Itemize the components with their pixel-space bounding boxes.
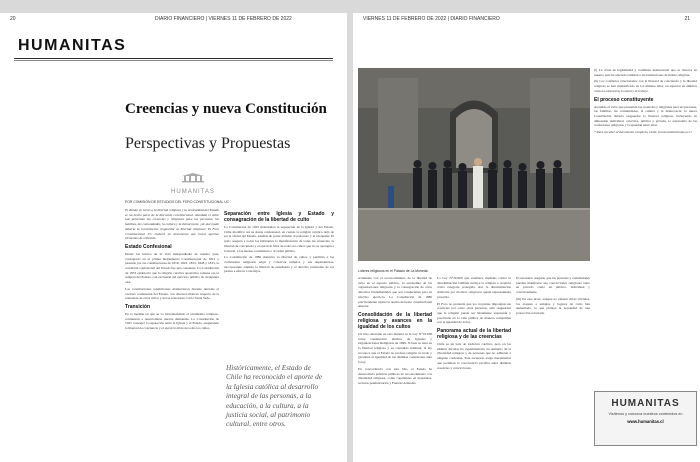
ad-url-link[interactable]: www.humanitas.cl	[627, 419, 664, 424]
running-head: DIARIO FINANCIERO | VIERNES 11 DE FEBRERO DE 2022	[155, 16, 292, 22]
paragraph: Las constituciones republicanas mantuvieron durante décadas el carácter confesional del Estado, con diversos matices respecto de la tolerancia de otros cultos y de las relaciones con la Santa Sede.	[125, 286, 219, 301]
paragraph: Es necesario asegurar que las personas y comunidades puedan manifestar sus convicciones religiosas tanto en privado como en público, individual y colectivamente.	[516, 276, 590, 295]
paragraph: En concordancia con este hito, el Estado ha desarrollado políticas públicas de reconocimiento a la diversidad religiosa, como capellanías en hospitales, recintos penitenciarios y Fuerzas Armadas.	[358, 366, 432, 385]
paragraph: Chile es un país de tradición católica, pero en las últimas décadas ha experimentado un aumento de la diversidad religiosa y de personas que no adhieren a ninguna confesión. Este escenario exige mecanismos que permitan la convivencia pacífica entre distintas creencias y convicciones.	[437, 342, 511, 370]
right-column-4	[594, 68, 697, 386]
lead-paragraph: El debate en torno a la libertad religiosa y la neutralidad del Estado se ha hecho parte de la discusión constitucional. Atendida el valor que presentan las creencias y religiones para las personas, las familias, las comunidades, la cultura y la democracia, ¿de qué modo debería la Constitución resguardar la libertad religiosa? El Foro Constitucional UC elaboró un documento que busca aportar elementos de reflexión.	[125, 208, 219, 241]
list-item: (ii) Los conflictos relacionados con la libertad de conciencia y la libertad religiosa se han intensificado en los últimos años, en especial en ámbitos como la educación, la salud y el trabajo.	[594, 79, 697, 93]
pull-quote: Históricamente, el Estado de Chile ha reconocido el aporte de la Iglesia católica al desarrollo integral de las personas, a la educación, a la cultura, a la justicia social, al patrimonio cultural, entre otros.	[226, 363, 322, 429]
paragraph: En la medida en que se va incrementando el pluralismo religioso, comienzan a desarrollarse nuevas demandas. La Constitución de 1925 consagró la separación entre la Iglesia y el Estado, asegurando la libertad de conciencia y el ejercicio libre de todos los cultos.	[125, 311, 219, 331]
subhead-consolidacion: Consolidación de la libertad religiosa y avances en la igualdad de los cultos	[358, 311, 432, 330]
right-page	[353, 13, 700, 462]
left-page	[0, 13, 347, 462]
right-column-1	[358, 276, 432, 456]
paragraph: Un hito relevante en esta materia es la Ley N°19.638 sobre constitución jurídica de Iglesias y Organizaciones Religiosas de 1999. Si bien se basa en la libertad religiosa y su contenido habitual, la ley reconoce que el Estado no profesa religión ni credo y garantiza la igualdad de las distintas confesiones ante la ley.	[358, 331, 432, 365]
subhead-separacion: Separación entre Iglesia y Estado y consagración de la libertad de culto	[224, 211, 334, 223]
ad-brand: HUMANITAS	[611, 398, 680, 409]
byline: POR COMISIÓN DE ESTUDIOS DEL FORO CONSTITUCIONAL UC	[125, 200, 230, 204]
masthead-rule-thin	[14, 60, 333, 61]
masthead-rule	[14, 58, 333, 59]
paragraph: El Foro no pretende que los creyentes impongan sus creencias por sobre otras personas, sino resguardar que la religión pueda ser libremente expresada y practicada en la vida pública de manera compatible con la igualdad de todos.	[437, 301, 511, 325]
subhead-transicion: Transición	[125, 303, 151, 310]
article-title: Creencias y nueva Constitución	[125, 101, 327, 117]
page-number: 21	[684, 16, 690, 22]
paragraph: Atendido el valor que presentan las creencias y religiones para las personas, las familias, las comunidades, la cultura y la democracia, la nueva Constitución debería resguardar la libertad religiosa, incluyendo su dimensión individual, colectiva, pública y privada, la autonomía de las confesiones religiosas y la igualdad entre ellas.	[594, 104, 697, 128]
ad-text: Visítenos y conozca nuestros contenidos en	[608, 412, 683, 416]
logo-emblem-icon	[180, 173, 206, 187]
subhead-proceso-constituyente: El proceso constituyente	[594, 96, 654, 103]
paragraph: (iii) En este nivel, aunque no existen cifras oficiales, los ataques a templos y lugares de culto han aumentado, lo que plantea la necesidad de una protección reforzada.	[516, 296, 590, 315]
right-column-3	[516, 276, 590, 456]
photo-religious-leaders-moneda	[358, 68, 590, 261]
subhead-panorama: Panorama actual de la libertad religiosa y de las creencias	[437, 328, 511, 341]
humanitas-logo	[163, 173, 223, 195]
subhead-estado-confesional: Estado Confesional	[125, 243, 172, 250]
paragraph: ectamente con el reconocimiento de la libertad de culto en el espacio público, la autonomía de las organizaciones religiosas y la consagración de otros derechos fundamentales que son conducentes para su efectivo ejercicio. La Constitución de 1980 prácticamente repitió la norma del texto constitucional anterior.	[358, 276, 432, 309]
logo-text: HUMANITAS	[171, 189, 215, 195]
section-masthead: HUMANITAS	[18, 37, 127, 54]
paragraph: La Constitución de 1980 mantuvo la libertad de cultos y permitió a las confesiones religiosas erigir y conservar templos y sus dependencias, incorporando además la libertad de enseñanza y el derecho preferente de los padres a educar a sus hijos.	[224, 255, 334, 274]
left-column-1	[125, 208, 219, 458]
footnote: * Para acceder al documento completo, visite: forosconstitucional.uc.cl	[594, 130, 692, 135]
right-column-2	[437, 276, 511, 456]
page-number: 20	[10, 16, 16, 22]
article-subtitle: Perspectivas y Propuestas	[125, 135, 291, 152]
paragraph: La Ley N°20.609 que establece medidas contra la discriminación también incluye la religión o creencia como categoría protegida. Así, la discriminación arbitraria por motivos religiosos queda expresamente proscrita.	[437, 276, 511, 299]
paragraph: Desde los inicios de la vida independiente de nuestro país, consagrado en el primer Reglamento Constitucional de 1812 y pasando por las constituciones de 1818, 1822, 1823, 1828 y 1833, la condición confesional del Estado fue una constante. La Constitución de 1833 estableció que la religión católica apostólica romana era la religión del Estado, con exclusión del ejercicio público de cualquiera otra.	[125, 251, 219, 285]
running-head: VIERNES 11 DE FEBRERO DE 2022 | DIARIO FINANCIERO	[363, 16, 500, 22]
list-item: (i) La crisis de legitimidad y confianza institucional que se observa en nuestro país ha afectado también a las instituciones de índole religiosa.	[594, 68, 697, 77]
left-column-2	[224, 208, 334, 358]
photo-caption: Líderes religiosos en el Palacio de La Moneda.	[358, 269, 429, 273]
humanitas-ad[interactable]	[594, 391, 697, 446]
paragraph: La Constitución de 1925 materializó la separación de la Iglesia y del Estado. Chile modificó así su status confesional, en cuanto la religión católica dejó de ser la oficial del Estado, además de poner término al patronato y al exequátur. El texto aseguró a todos los habitantes la manifestación de todas las creencias, la libertad de conciencia y el ejercicio libre de todos los cultos que no se opongan a la moral, a las buenas costumbres o al orden público.	[224, 225, 334, 253]
article-photo	[358, 68, 590, 261]
